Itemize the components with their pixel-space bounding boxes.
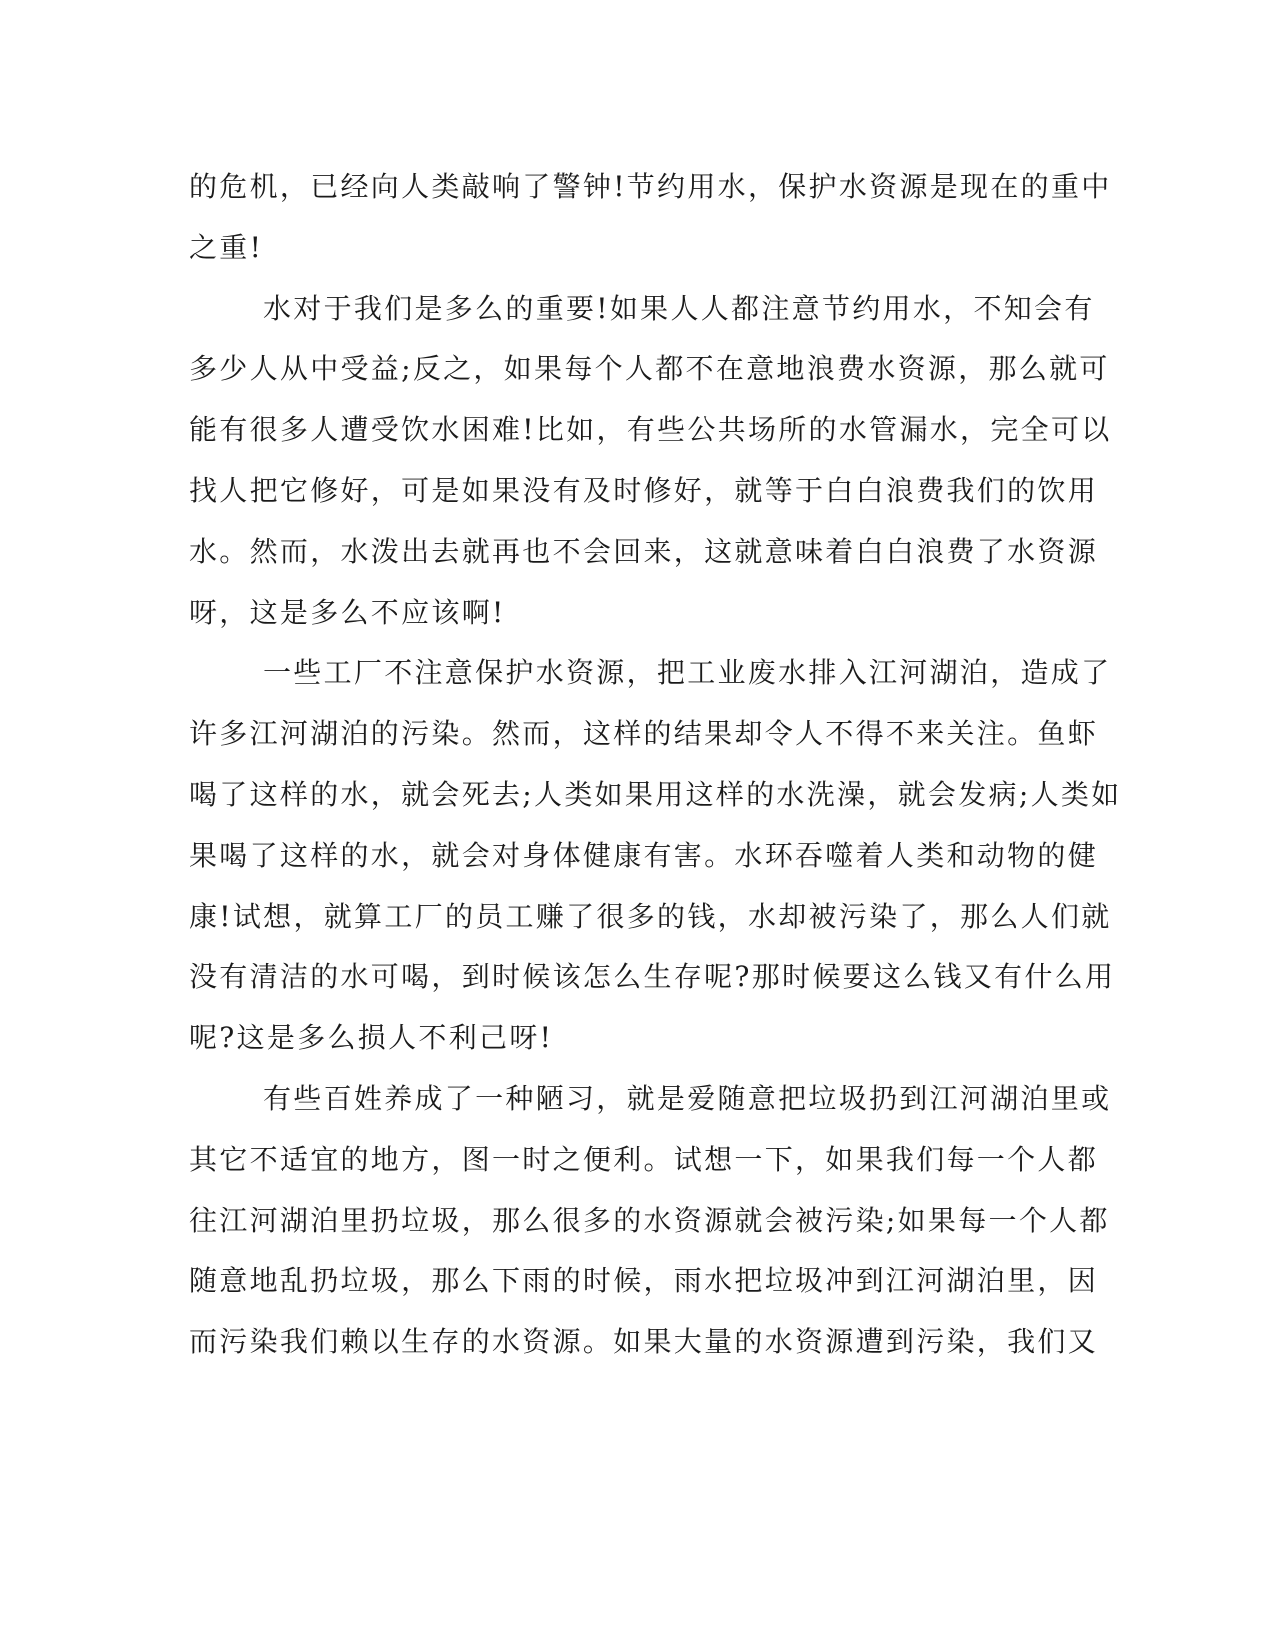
body-text <box>189 157 1122 1373</box>
text-line: 随意地乱扔垃圾，那么下雨的时候，雨水把垃圾冲到江河湖泊里，因 <box>189 1264 1099 1298</box>
text-line: 多少人从中受益;反之，如果每个人都不在意地浪费水资源，那么就可 <box>189 352 1110 386</box>
text-line: 其它不适宜的地方，图一时之便利。试想一下，如果我们每一个人都 <box>189 1142 1099 1176</box>
text-line: 能有很多人遭受饮水困难!比如，有些公共场所的水管漏水，完全可以 <box>189 413 1112 447</box>
text-line: 呢?这是多么损人不利己呀! <box>189 1021 554 1055</box>
text-line: 喝了这样的水，就会死去;人类如果用这样的水洗澡，就会发病;人类如 <box>189 777 1122 811</box>
text-line: 呀，这是多么不应该啊! <box>189 595 506 629</box>
text-line: 找人把它修好，可是如果没有及时修好，就等于白白浪费我们的饮用 <box>189 473 1099 507</box>
text-line: 的危机，已经向人类敲响了警钟!节约用水，保护水资源是现在的重中 <box>189 170 1112 203</box>
paragraph-first-line: 有些百姓养成了一种陋习，就是爱随意把垃圾扔到江河湖泊里或 <box>263 1081 1112 1115</box>
paragraph-first-line: 一些工厂不注意保护水资源，把工业废水排入江河湖泊，造成了 <box>263 656 1112 690</box>
text-line: 果喝了这样的水，就会对身体健康有害。水环吞噬着人类和动物的健 <box>189 838 1099 872</box>
text-line: 而污染我们赖以生存的水资源。如果大量的水资源遭到污染，我们又 <box>189 1325 1099 1359</box>
paragraph-first-line: 水对于我们是多么的重要!如果人人都注意节约用水，不知会有 <box>263 291 1095 325</box>
text-line: 许多江河湖泊的污染。然而，这样的结果却令人不得不来关注。鱼虾 <box>189 717 1099 751</box>
text-line: 没有清洁的水可喝，到时候该怎么生存呢?那时候要这么钱又有什么用 <box>189 960 1116 994</box>
text-line: 往江河湖泊里扔垃圾，那么很多的水资源就会被污染;如果每一个人都 <box>189 1203 1110 1237</box>
text-line: 康!试想，就算工厂的员工赚了很多的钱，水却被污染了，那么人们就 <box>189 899 1112 933</box>
text-line: 水。然而，水泼出去就再也不会回来，这就意味着白白浪费了水资源 <box>189 534 1099 568</box>
text-line: 之重! <box>189 230 264 264</box>
